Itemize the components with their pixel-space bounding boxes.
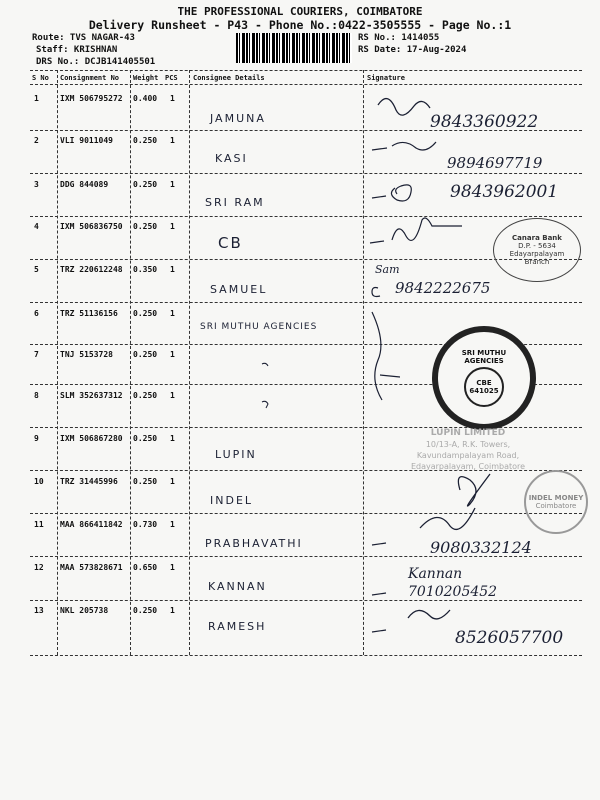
handwritten-phone: 9843962001 — [450, 182, 559, 202]
cell-consignment: MAA 573828671 — [60, 563, 123, 572]
stamp-text: D.P. - 5634 — [518, 242, 556, 250]
cell-pcs: 1 — [170, 434, 175, 443]
stamp-text: CBE — [476, 379, 492, 387]
cell-weight: 0.650 — [133, 563, 158, 572]
runsheet-title: Delivery Runsheet - P43 - Phone No.:0422-3505555 - Page No.:1 — [88, 18, 512, 32]
handwritten-consignee: CB — [218, 234, 243, 252]
table-top-border — [30, 70, 582, 71]
cell-weight: 0.250 — [133, 391, 158, 400]
row-divider — [30, 600, 582, 601]
cell-consignment: MAA 866411842 — [60, 520, 123, 529]
stamp-text: Kavundampalayam Road, — [416, 451, 520, 460]
signature-stroke — [372, 185, 411, 201]
col-consignee: Consignee Details — [193, 74, 265, 82]
cell-weight: 0.250 — [133, 434, 158, 443]
sri-muthu-agencies-stamp — [432, 326, 536, 430]
col-separator — [57, 70, 58, 655]
signature-stroke — [458, 474, 490, 506]
cell-pcs: 1 — [170, 563, 175, 572]
samuel-signature: Sam — [375, 263, 400, 276]
cell-sno: 3 — [34, 180, 39, 189]
col-separator — [363, 70, 364, 655]
stamp-text: Coimbatore — [535, 502, 577, 510]
handwritten-consignee: SRI RAM — [205, 196, 265, 209]
cell-sno: 11 — [34, 520, 44, 529]
signature-stroke — [372, 288, 380, 297]
row-divider — [30, 513, 582, 514]
ditto-mark — [262, 363, 268, 408]
row-divider — [30, 216, 582, 217]
cell-consignment: IXM 506867280 — [60, 434, 123, 443]
signature-stroke — [378, 99, 430, 116]
barcode — [236, 33, 352, 63]
handwritten-consignee: JAMUNA — [210, 112, 266, 125]
cell-pcs: 1 — [170, 606, 175, 615]
col-separator — [189, 70, 190, 655]
cell-sno: 13 — [34, 606, 44, 615]
cell-pcs: 1 — [170, 222, 175, 231]
stamp-text: Edayarpalayam, Coimbatore — [410, 462, 526, 471]
cell-weight: 0.250 — [133, 606, 158, 615]
cell-weight: 0.400 — [133, 94, 158, 103]
signature-stroke — [408, 610, 450, 619]
row-divider — [30, 130, 582, 131]
col-consignment: Consignment No — [60, 74, 120, 82]
cell-consignment: TRZ 51136156 — [60, 309, 118, 318]
handwritten-phone: 7010205452 — [408, 584, 498, 600]
cell-weight: 0.350 — [133, 265, 158, 274]
cell-sno: 2 — [34, 136, 39, 145]
stamp-text: 10/13-A, R.K. Towers, — [425, 440, 511, 449]
drs-number: DRS No.: DCJB141405501 — [36, 57, 156, 67]
cell-pcs: 1 — [170, 94, 175, 103]
cell-consignment: IXM 506795272 — [60, 94, 123, 103]
handwritten-consignee: KANNAN — [208, 580, 267, 593]
cell-pcs: 1 — [170, 477, 175, 486]
kannan-signature: Kannan — [408, 566, 463, 582]
handwritten-phone: 8526057700 — [455, 628, 564, 648]
cell-consignment: TRZ 220612248 — [60, 265, 123, 274]
cell-pcs: 1 — [170, 136, 175, 145]
row-divider — [30, 173, 582, 174]
stamp-text: Edayarpalayam — [509, 250, 565, 258]
cell-sno: 10 — [34, 477, 44, 486]
indel-money-stamp — [524, 470, 588, 534]
staff-label: Staff: KRISHNAN — [36, 45, 118, 55]
handwritten-consignee: KASI — [215, 152, 248, 165]
header-divider — [30, 84, 582, 85]
row-divider — [30, 302, 582, 303]
lupin-stamp — [398, 428, 538, 472]
cell-consignment: VLI 9011049 — [60, 136, 113, 145]
row-divider — [30, 556, 582, 557]
cell-pcs: 1 — [170, 520, 175, 529]
cell-consignment: SLM 352637312 — [60, 391, 123, 400]
handwritten-consignee: SRI MUTHU AGENCIES — [200, 322, 318, 332]
cell-consignment: NKL 205738 — [60, 606, 109, 615]
cell-pcs: 1 — [170, 309, 175, 318]
col-pcs: PCS — [165, 74, 178, 82]
cell-sno: 6 — [34, 309, 39, 318]
cell-pcs: 1 — [170, 265, 175, 274]
col-separator — [130, 70, 131, 655]
cell-weight: 0.730 — [133, 520, 158, 529]
handwritten-consignee: PRABHAVATHI — [205, 537, 303, 550]
cell-consignment: TRZ 31445996 — [60, 477, 118, 486]
handwritten-consignee: LUPIN — [215, 448, 257, 461]
cell-weight: 0.250 — [133, 222, 158, 231]
cell-sno: 8 — [34, 391, 39, 400]
handwritten-phone: 9843360922 — [430, 112, 539, 132]
handwritten-consignee: INDEL — [210, 494, 254, 507]
signature-stroke — [420, 508, 475, 529]
cell-sno: 12 — [34, 563, 44, 572]
cell-sno: 1 — [34, 94, 39, 103]
stamp-text: Canara Bank — [512, 234, 562, 242]
canara-bank-stamp — [493, 218, 581, 282]
handwritten-phone: 9894697719 — [447, 154, 543, 172]
cell-weight: 0.250 — [133, 136, 158, 145]
bracket-stroke — [372, 312, 400, 400]
rs-date: RS Date: 17-Aug-2024 — [358, 45, 467, 55]
cell-consignment: TNJ 5153728 — [60, 350, 113, 359]
cell-sno: 9 — [34, 434, 39, 443]
cell-weight: 0.250 — [133, 350, 158, 359]
stamp-text: LUPIN LIMITED — [430, 428, 506, 438]
route-label: Route: TVS NAGAR-43 — [32, 33, 135, 43]
stamp-text: INDEL MONEY — [528, 494, 584, 502]
handwritten-phone: 9842222675 — [395, 279, 491, 297]
cell-weight: 0.250 — [133, 309, 158, 318]
cell-pcs: 1 — [170, 391, 175, 400]
stamp-text: Branch — [524, 258, 550, 266]
col-weight: Weight — [133, 74, 159, 82]
cell-sno: 4 — [34, 222, 39, 231]
signature-stroke — [372, 142, 436, 150]
cell-consignment: DDG 844089 — [60, 180, 109, 189]
rs-number: RS No.: 1414055 — [358, 33, 440, 43]
cell-weight: 0.250 — [133, 180, 158, 189]
col-signature: Signature — [367, 74, 405, 82]
cell-sno: 7 — [34, 350, 39, 359]
cell-weight: 0.250 — [133, 477, 158, 486]
company-name: THE PROFESSIONAL COURIERS, COIMBATORE — [177, 5, 423, 18]
col-sno: S No — [32, 74, 49, 82]
handwritten-consignee: SAMUEL — [210, 283, 268, 296]
signature-stroke — [370, 218, 462, 243]
cell-pcs: 1 — [170, 180, 175, 189]
table-bottom-border — [30, 655, 582, 656]
cell-sno: 5 — [34, 265, 39, 274]
handwritten-consignee: RAMESH — [208, 620, 267, 633]
cell-pcs: 1 — [170, 350, 175, 359]
handwritten-phone: 9080332124 — [430, 538, 532, 557]
stamp-text: 641025 — [469, 387, 499, 395]
stamp-ring-text: SRI MUTHU AGENCIES — [461, 349, 507, 365]
cell-consignment: IXM 506836750 — [60, 222, 123, 231]
stamp-center — [464, 367, 504, 407]
